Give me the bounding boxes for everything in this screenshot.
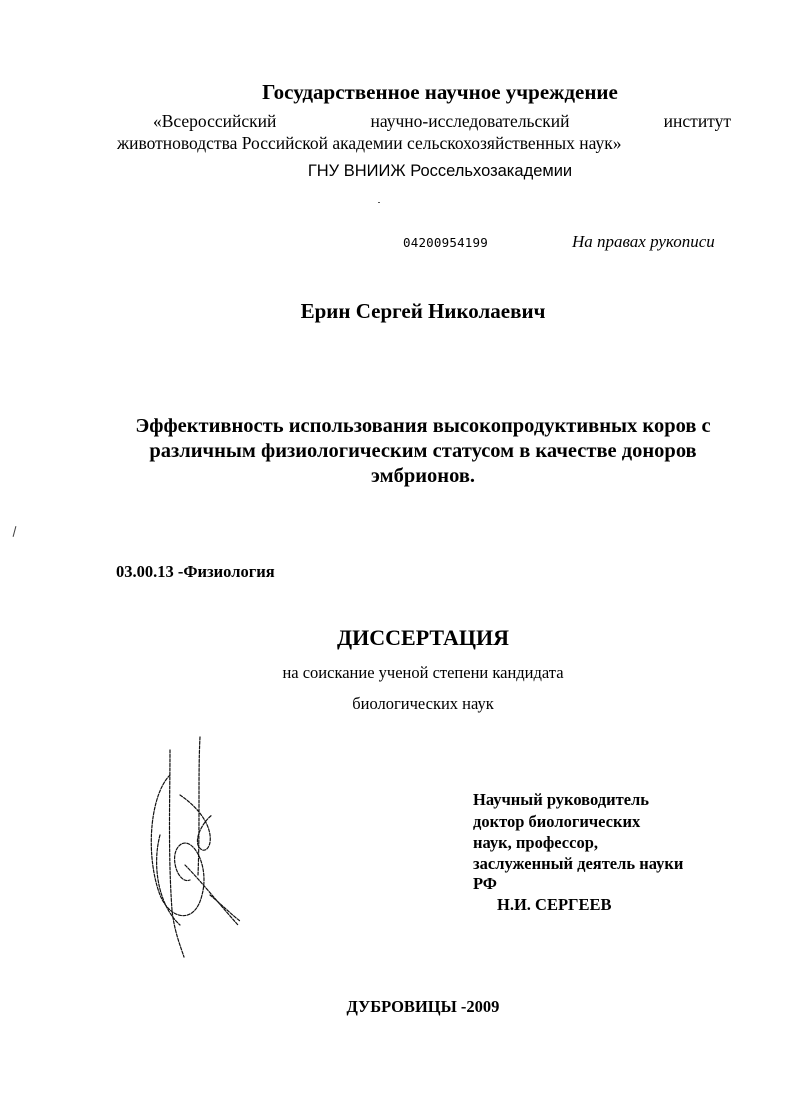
supervisor-degree: доктор биологических: [473, 812, 641, 831]
institution-full-name-line-1: [153, 111, 731, 132]
dissertation-title-line-3: эмбрионов.: [370, 465, 476, 487]
institution-word-2: научно-исследовательский: [370, 111, 570, 131]
supervisor-country: РФ: [473, 874, 497, 893]
specialty-code: 03.00.13 -Физиология: [116, 562, 275, 581]
supervisor-role: Научный руководитель: [473, 790, 649, 809]
manuscript-rights-note: На правах рукописи: [572, 232, 715, 251]
degree-line-2: биологических наук: [352, 694, 494, 713]
document-code: 04200954199: [403, 235, 488, 250]
dissertation-title-line-1: Эффективность использования высокопродуктивных коров с: [135, 415, 711, 437]
dissertation-title-line-2: различным физиологическим статусом в качестве доноров: [149, 440, 697, 462]
supervisor-sciences: наук, профессор,: [473, 833, 598, 852]
margin-mark: [13, 526, 17, 537]
institution-word-3: институт: [663, 111, 731, 131]
institution-name: Государственное научное учреждение: [262, 80, 618, 104]
institution-word-1: «Всероссийский: [153, 111, 277, 131]
institution-full-name-line-2: животноводства Российской академии сельскохозяйственных наук»: [117, 133, 622, 153]
institution-short-name: ГНУ ВНИИЖ Россельхозакадемии: [307, 162, 573, 180]
scan-speck: [378, 202, 380, 203]
place-and-year: ДУБРОВИЦЫ -2009: [346, 997, 500, 1016]
supervisor-honor: заслуженный деятель науки: [473, 854, 684, 873]
handwritten-signature: [140, 735, 250, 960]
supervisor-name: Н.И. СЕРГЕЕВ: [497, 895, 612, 914]
document-type-heading: ДИССЕРТАЦИЯ: [337, 625, 509, 650]
degree-line-1: на соискание ученой степени кандидата: [282, 663, 564, 682]
author-name: Ерин Сергей Николаевич: [300, 299, 546, 323]
